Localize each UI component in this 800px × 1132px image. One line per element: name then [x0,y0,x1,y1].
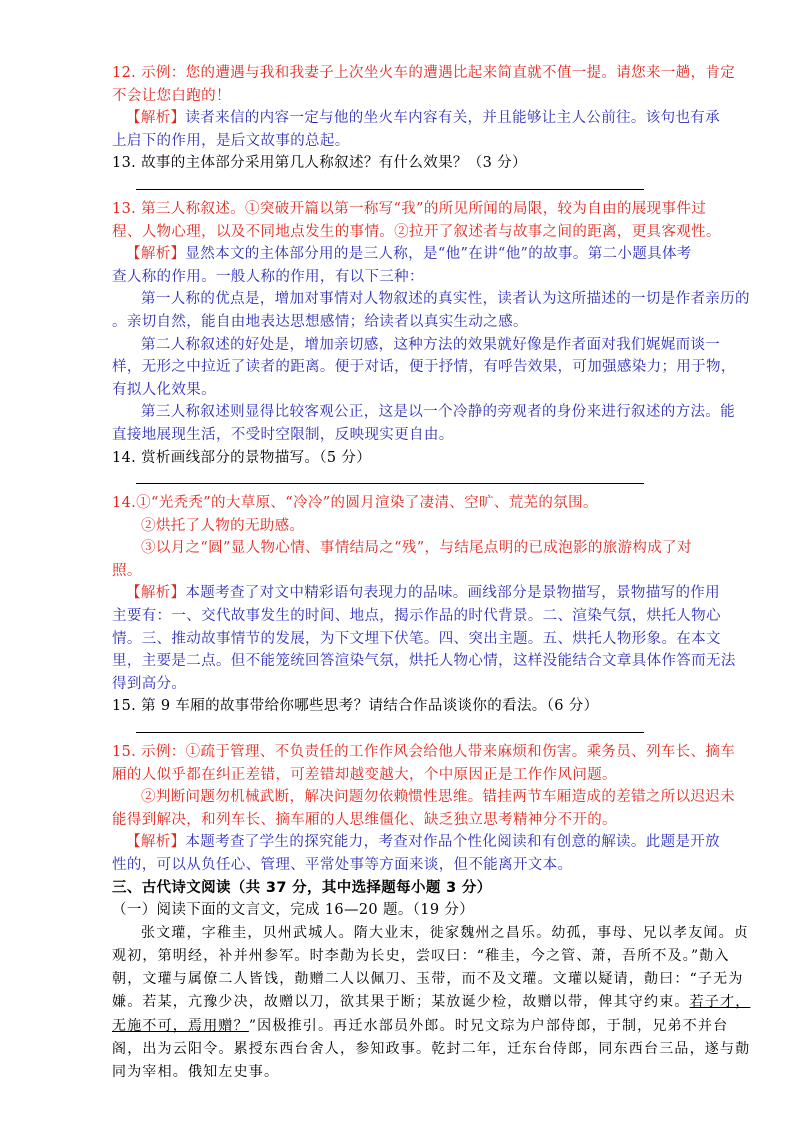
analysis-text: 读者来信的内容一定与他的坐火车内容有关，并且能够让主人公前往。该句也有承 [185,110,721,127]
q14-answer-line-4: 照。 [112,562,142,579]
analysis-text: 本题考查了对文中精彩语句表现力的品味。画线部分是景物描写，景物描写的作用 [185,585,721,602]
passage-text: ”因极推引。再迁水部员外郎。时兄文琮为户部侍郎，于制，兄弟不并台 [248,1017,729,1034]
q13-answer-line-1: 13. 第三人称叙述。①突破开篇以第一称写“我”的所见所闻的局限，较为自由的展现事件过 [112,200,707,217]
q13-analysis-line-6: 样，无形之中拉近了读者的距离。便于对话，便于抒情，有呼告效果，可加强感染力；用于物， [112,359,736,376]
q13-question: 13. 故事的主体部分采用第几人称叙述？有什么效果？（3 分） [112,155,527,172]
q14-answer-line-2: ②烘托了人物的无助感。 [141,517,305,534]
q13-analysis-line-7: 有拟人化效果。 [112,381,216,398]
q13-analysis-line-5: 第二人称叙述的好处是，增加亲切感，这种方法的效果就好像是作者面对我们娓娓而谈一 [141,336,721,353]
q14-analysis-line-2: 主要有：一、交代故事发生的时间、地点，揭示作品的时代背景。二、渲染气氛，烘托人物心 [112,608,721,625]
passage-line-2: 观初，第明经，补并州参军。时李勣为长史，尝叹曰：“稚圭，今之管、萧，吾所不及。”勣入 [112,947,730,964]
underlined-text: 无施不可，焉用赠？ [112,1017,249,1034]
q15-answer-line-4: 能得到解决，和列车长、摘车厢的人思维僵化、缺乏独立思考精神分不开的。 [112,811,617,828]
passage-text: 嫌。若某，亢豫少决，故赠以刀，欲其果于断；某放诞少检，故赠以带，俾其守约束。 [112,994,690,1011]
q15-question: 15. 第 9 车厢的故事带给你哪些思考？请结合作品谈谈你的看法。（6 分） [112,698,599,715]
passage-line-5 [112,1015,729,1038]
q12-analysis-line-2: 上启下的作用，是后文故事的总起。 [112,132,350,149]
analysis-tag: 【解析】 [126,834,186,851]
analysis-text: 显然本文的主体部分用的是三人称，是“他”在讲“他”的故事。第二小题具体考 [185,246,692,263]
q13-analysis-line-8: 第三人称叙述则显得比较客观公正，这是以一个冷静的旁观者的身份来进行叙述的方法。能 [141,404,735,421]
section-3-heading: 三、古代诗文阅读（共 37 分，其中选择题每小题 3 分） [112,879,492,896]
q14-analysis-line-1 [112,582,721,605]
underlined-text: 若子才， [689,994,751,1011]
q12-answer-line-1: 12. 示例：您的遭遇与我和我妻子上次坐火车的遭遇比起来简直就不值一提。请您来一趟，肯定 [112,65,736,81]
q13-answer-blank [136,175,644,190]
document-content [112,62,751,1084]
q13-analysis-line-2: 查人称的作用。一般人称的作用，有以下三种： [112,268,424,285]
q13-answer-line-2: 程、人物心理，以及不同地点发生的事情。②拉开了叙述者与故事之间的距离，更具客观性。 [112,223,721,240]
section-3-subheading: （一）阅读下面的文言文，完成 16—20 题。（19 分） [112,902,475,919]
passage-line-7: 同为宰相。俄知左史事。 [112,1064,280,1080]
q14-answer-line-1: 14.①“光秃秃”的大草原、“冷冷”的圆月渲染了凄清、空旷、荒芜的氛围。 [112,495,598,512]
q14-analysis-line-4: 里，主要是二点。但不能笼统回答渲染气氛，烘托人物心情，这样没能结合文章具体作答而无法 [112,653,736,670]
passage-line-6: 阁，出为云阳令。累授东西台舍人，参知政事。乾封二年，迁东台侍郎，同东西台三品，遂与勣 [112,1040,751,1057]
q14-analysis-line-3: 情。三、推动故事情节的发展，为下文埋下伏笔。四、突出主题。五、烘托人物形象。在本文 [112,630,721,647]
q14-question: 14. 赏析画线部分的景物描写。（5 分） [112,449,372,466]
passage-line-1: 张文瓘，字稚圭，贝州武城人。隋大业末，徙家魏州之昌乐。幼孤，事母、兄以孝友闻。贞 [141,924,749,941]
q15-answer-line-2: 厢的人似乎都在纠正差错，可差错却越变越大，个中原因正是工作作风问题。 [112,766,617,783]
q15-answer-line-3: ②判断问题勿机械武断，解决问题勿依赖惯性思维。错挂两节车厢造成的差错之所以迟迟未 [141,789,735,806]
q15-analysis-line-2: 性的，可以从负任心、管理、平常处事等方面来谈，但不能离开文本。 [112,857,573,873]
q15-analysis-line-1 [112,831,721,854]
passage-line-3: 朝，文瓘与属僚二人皆饯，勣赠二人以佩刀、玉带，而不及文瓘。文瓘以疑请，勣曰：“子无为 [112,971,744,988]
passage-line-4 [112,991,751,1014]
q13-analysis-line-9: 直接地展现生活，不受时空限制，反映现实更自由。 [112,426,454,443]
q15-answer-blank [136,718,644,733]
q15-answer-line-1: 15. 示例：①疏于管理、不负责任的工作作风会给他人带来麻烦和伤害。乘务员、列车长、摘车 [112,744,736,761]
analysis-tag: 【解析】 [126,585,186,602]
classical-passage [112,922,751,1084]
q13-analysis-line-1 [112,243,690,266]
q13-analysis-line-4: 。亲切自然，能自由地表达思想感情；给读者以真实生动之感。 [112,313,528,330]
q14-analysis-line-5: 得到高分。 [112,675,187,692]
analysis-text: 本题考查了学生的探究能力，考查对作品个性化阅读和有创意的解读。此题是开放 [185,834,721,851]
q13-analysis-line-3: 第一人称的优点是，增加对事情对人物叙述的真实性，读者认为这所描述的一切是作者亲历的 [141,291,750,308]
q14-answer-blank [136,469,644,484]
analysis-tag: 【解析】 [126,110,186,127]
q12-analysis-line-1 [112,107,721,130]
q14-answer-line-3: ③以月之“圆”显人物心情、事情结局之“残”，与结尾点明的已成泡影的旅游构成了对 [141,540,692,557]
analysis-tag: 【解析】 [126,246,186,263]
q12-answer-line-2: 不会让您白跑的！ [112,87,231,104]
